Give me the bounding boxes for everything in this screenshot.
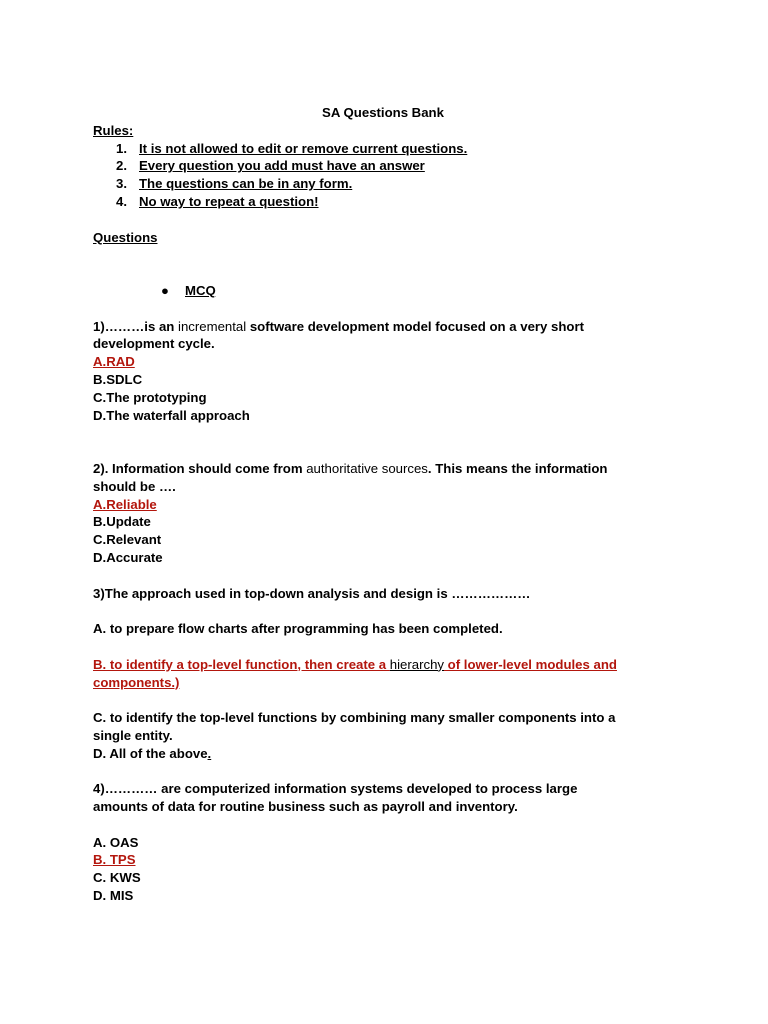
rule-item [93, 157, 673, 175]
question-2-line-2: should be …. [93, 478, 176, 494]
question-4-line-2: amounts of data for routine business such as payroll and inventory. [93, 799, 518, 815]
question-3-answer-line-1: B. to identify a top-level function, then create a hierarchy of lower-level modules and [93, 656, 617, 672]
question-1-option: C.The prototyping [93, 389, 207, 405]
question-3-line-1: 3)The approach used in top-down analysis and design is ……………… [93, 585, 531, 601]
question-2-answer: A.Reliable [93, 496, 157, 512]
question-1-option: B.SDLC [93, 371, 143, 387]
question-2-option: B.Update [93, 514, 151, 530]
rules-heading: Rules: [93, 122, 134, 138]
rule-text: Every question you add must have an answer [139, 158, 425, 174]
document-title: SA Questions Bank [322, 105, 444, 120]
question-2-option: C.Relevant [93, 532, 162, 548]
question-4-option: D. MIS [93, 888, 134, 904]
rule-number: 2. [116, 158, 127, 174]
questions-heading: Questions [93, 229, 158, 245]
question-1-line-2: development cycle. [93, 336, 215, 352]
rule-item [93, 140, 673, 158]
bullet-icon: ● [161, 282, 169, 298]
question-2-line-1: 2). Information should come from authoritative sources. This means the information [93, 460, 608, 476]
rule-item [93, 193, 673, 211]
mcq-label: MCQ [185, 282, 216, 298]
question-2-option: D.Accurate [93, 549, 163, 565]
question-3-option-a: A. to prepare flow charts after programming has been completed. [93, 621, 503, 637]
rule-text: The questions can be in any form. [139, 176, 353, 192]
question-4-option: C. KWS [93, 870, 141, 886]
question-1-line-1: 1)………is an incremental software development model focused on a very short [93, 318, 585, 334]
question-1-option: D.The waterfall approach [93, 407, 250, 423]
rule-text: It is not allowed to edit or remove current questions. [139, 140, 468, 156]
rule-number: 1. [116, 140, 127, 156]
rule-number: 4. [116, 193, 127, 209]
question-4-answer: B. TPS [93, 852, 136, 868]
rule-number: 3. [116, 176, 127, 192]
question-4-option: A. OAS [93, 834, 139, 850]
mcq-section-heading [93, 282, 673, 300]
question-1-answer: A.RAD [93, 354, 135, 370]
question-3-answer-line-2: components.) [93, 674, 180, 690]
question-3-option-c-line-1: C. to identify the top-level functions by combining many smaller components into a [93, 710, 616, 726]
rule-item [93, 175, 673, 193]
rule-text: No way to repeat a question! [139, 193, 319, 209]
question-3-option-d: D. All of the above. [93, 745, 212, 761]
question-4-line-1: 4)………… are computerized information systems developed to process large [93, 781, 578, 797]
question-3-option-c-line-2: single entity. [93, 727, 173, 743]
document-page [93, 104, 673, 905]
